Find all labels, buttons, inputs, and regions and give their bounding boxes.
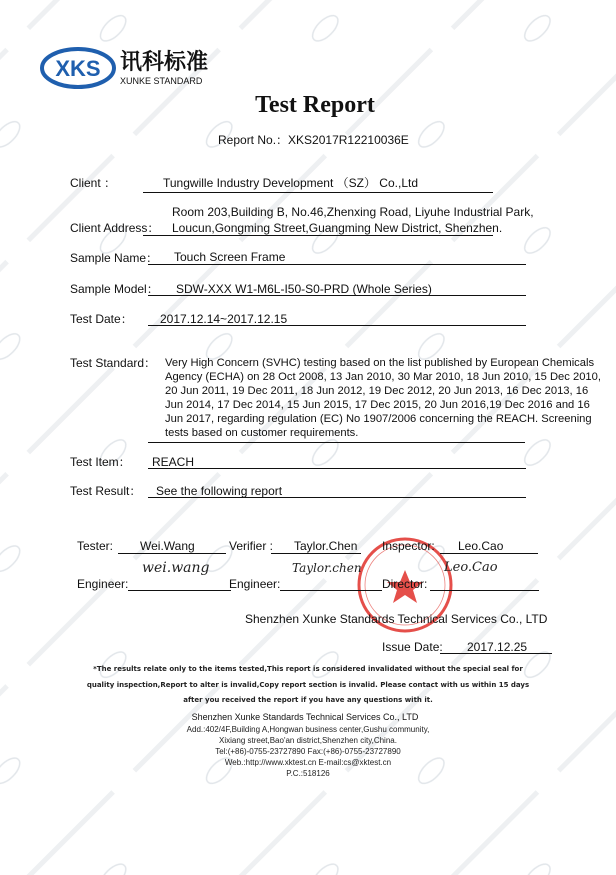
footer-company: Shenzhen Xunke Standards Technical Services Co., LTD xyxy=(191,712,419,722)
footer-tel-fax: Tel:(+86)-0755-23727890 Fax:(+86)-0755-23727890 xyxy=(215,747,401,756)
test-result-label: Test Result： xyxy=(70,484,142,498)
test-date-label: Test Date： xyxy=(70,312,133,326)
test-result-value: See the following report xyxy=(156,484,283,498)
test-item-label: Test Item： xyxy=(70,455,131,469)
engineer-underline-2 xyxy=(280,590,382,591)
client-address-line2: Loucun,Gongming Street,Guangming New District, Shenzhen. xyxy=(172,221,503,235)
sample-name-value: Touch Screen Frame xyxy=(174,250,286,264)
test-date-value: 2017.12.14~2017.12.15 xyxy=(160,312,288,326)
sample-model-underline xyxy=(148,295,526,296)
engineer-label-2: Engineer: xyxy=(229,577,281,591)
inspector-underline xyxy=(440,553,538,554)
test-result-underline xyxy=(148,497,526,498)
company-name: Shenzhen Xunke Standards Technical Services Co., LTD xyxy=(245,612,548,626)
disclaimer-line-2: quality inspection,Report to alter is invalid,Copy report section is invalid. Please contact with us within 15 days xyxy=(86,681,530,689)
footer-address-1: Add.:402/4F,Building A,Hongwan business center,Gushu community, xyxy=(186,725,430,734)
engineer-underline-1 xyxy=(128,590,231,591)
issue-date-value: 2017.12.25 xyxy=(467,640,528,654)
director-underline xyxy=(430,590,539,591)
client-underline xyxy=(143,192,493,193)
report-number-label: Report No.： xyxy=(218,133,289,147)
page-title: Test Report xyxy=(255,92,375,118)
sample-model-value: SDW-XXX W1-M6L-I50-S0-PRD (Whole Series) xyxy=(176,282,432,296)
test-date-underline xyxy=(148,325,526,326)
test-standard-value: Very High Concern (SVHC) testing based on the list published by European Chemicals Agency (ECHA) on 28 Oct 2008, 13 Jan 2010, 30 Mar 2010, 18 Jun 2010, 15 Dec 2010, 20 Jun 2011, 19 Dec 2011, 18 Jun 2012, 19 Dec 2012, 20 Jun 2013, 16 Dec 2013, 16 Jun 2014, 17 Dec 2014, 15 Jun 2015, 17 Dec 2015, 20 Jun 2016,19 Dec 2016 and 16 Jun 2017, regarding regulation (EC) No 1907/2006 concerning the REACH. Screening tests based on customer requirements. xyxy=(165,357,601,439)
tester-label: Tester: xyxy=(77,539,114,553)
sample-model-label: Sample Model： xyxy=(70,282,159,296)
disclaimer-line-3: after you received the report if you have any questions with it. xyxy=(183,696,433,704)
tester-underline xyxy=(118,553,226,554)
director-label: Director: xyxy=(382,577,428,591)
verifier-value: Taylor.Chen xyxy=(294,539,358,553)
inspector-label: Inspector: xyxy=(382,539,435,553)
verifier-label: Verifier : xyxy=(229,539,274,553)
svg-text:XKS: XKS xyxy=(55,56,101,81)
footer-postcode: P.C.:518126 xyxy=(286,769,330,778)
test-item-underline xyxy=(148,468,526,469)
client-label: Client ： xyxy=(70,176,117,190)
client-value: Tungwille Industry Development （SZ） Co.,Ltd xyxy=(163,176,418,190)
logo-cn-name: 讯科标准 xyxy=(120,49,209,74)
report-number xyxy=(218,133,409,147)
sample-name-underline xyxy=(148,264,526,265)
director-signature: Leo.Cao xyxy=(444,560,498,575)
footer-web-email: Web.:http://www.xktest.cn E-mail:cs@xktest.cn xyxy=(224,758,392,767)
logo-en-name: XUNKE STANDARD xyxy=(120,76,203,86)
company-logo xyxy=(40,46,220,90)
client-address-line1: Room 203,Building B, No.46,Zhenxing Road, Liyuhe Industrial Park, xyxy=(172,205,534,219)
sample-name-label: Sample Name： xyxy=(70,251,159,265)
client-address-label: Client Address： xyxy=(70,221,160,235)
tester-value: Wei.Wang xyxy=(140,539,195,553)
disclaimer-line-1: *The results relate only to the items tested,This report is considered invalidated without the special seal for xyxy=(93,665,523,673)
engineer-signature-1: wei.wang xyxy=(142,560,210,576)
report-number-value: XKS2017R12210036E xyxy=(288,133,409,147)
inspector-value: Leo.Cao xyxy=(458,539,504,553)
client-address-underline xyxy=(143,235,493,236)
engineer-label-1: Engineer: xyxy=(77,577,129,591)
verifier-underline xyxy=(271,553,361,554)
issue-date-label: Issue Date: xyxy=(382,640,443,654)
test-standard-underline xyxy=(148,442,525,443)
test-standard-label: Test Standard： xyxy=(70,356,157,370)
test-item-value: REACH xyxy=(152,455,195,469)
xks-logo-mark-icon xyxy=(40,46,118,90)
footer-address-2: Xixiang street,Bao'an district,Shenzhen city,China. xyxy=(219,736,397,745)
engineer-signature-2: Taylor.chen xyxy=(292,561,362,575)
issue-date-underline xyxy=(440,653,552,654)
